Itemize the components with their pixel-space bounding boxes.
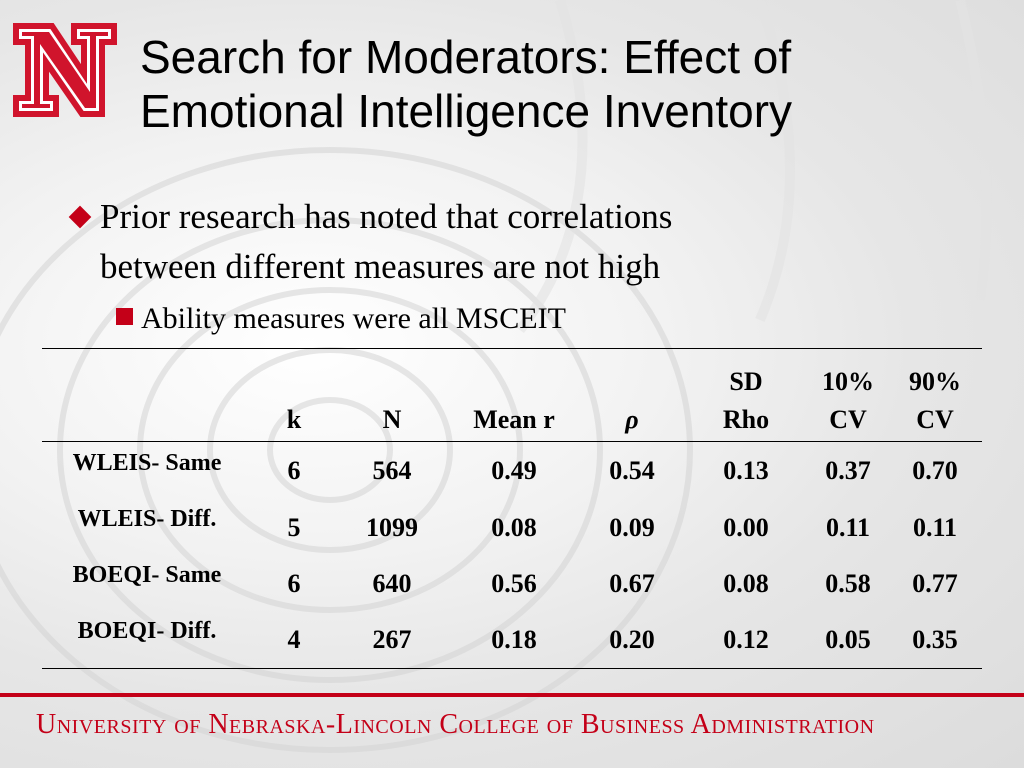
cell-n: 640 xyxy=(372,569,412,598)
bullet-2-text: Ability measures were all MSCEIT xyxy=(141,302,566,335)
cell-cv90: 0.11 xyxy=(912,513,958,542)
cell-rho: 0.54 xyxy=(609,456,655,485)
cell-k: 6 xyxy=(287,569,301,598)
cell-sd-rho: 0.13 xyxy=(723,456,769,485)
table-row xyxy=(42,612,982,669)
cell-cv10: 0.11 xyxy=(825,513,871,542)
cell-k: 5 xyxy=(287,513,301,542)
header-n: N xyxy=(382,405,402,434)
cell-n: 267 xyxy=(372,625,412,654)
cell-cv10: 0.58 xyxy=(825,569,871,598)
cell-sd-rho: 0.12 xyxy=(723,625,769,654)
diamond-bullet-icon xyxy=(69,206,92,229)
cell-rho: 0.67 xyxy=(609,569,655,598)
cell-rho: 0.20 xyxy=(609,625,655,654)
bullet-1-line-2: between different measures are not high xyxy=(100,247,661,286)
slide-title xyxy=(140,30,1000,138)
header-sd-rho: SD Rho xyxy=(722,367,770,434)
cell-cv90: 0.77 xyxy=(912,569,958,598)
row-label: BOEQI- Same xyxy=(72,562,222,588)
cell-mean-r: 0.08 xyxy=(491,513,537,542)
header-k: k xyxy=(286,405,302,434)
header-10-cv: 10% CV xyxy=(822,367,874,434)
square-bullet-icon xyxy=(116,308,133,325)
cell-n: 564 xyxy=(372,456,412,485)
table-header-row xyxy=(42,349,982,442)
table-row xyxy=(42,500,982,556)
bullet-1-line-1: Prior research has noted that correlations xyxy=(100,197,673,236)
row-label: BOEQI- Diff. xyxy=(77,618,217,644)
bullet-level-1 xyxy=(64,192,844,292)
nebraska-n-logo xyxy=(12,22,118,118)
row-label: WLEIS- Same xyxy=(72,450,222,476)
cell-cv10: 0.05 xyxy=(825,625,871,654)
table-row xyxy=(42,556,982,612)
cell-mean-r: 0.56 xyxy=(491,569,537,598)
header-rho xyxy=(580,349,684,442)
row-label: WLEIS- Diff. xyxy=(77,506,217,532)
cell-sd-rho: 0.00 xyxy=(723,513,769,542)
title-line-2: Emotional Intelligence Inventory xyxy=(140,85,793,137)
header-rho-symbol: ρ xyxy=(625,405,639,434)
cell-cv90: 0.70 xyxy=(912,456,958,485)
bullet-level-2 xyxy=(116,300,566,338)
cell-cv10: 0.37 xyxy=(825,456,871,485)
results-table xyxy=(42,348,982,669)
footer-divider xyxy=(0,693,1024,697)
cell-mean-r: 0.49 xyxy=(491,456,537,485)
table-row xyxy=(42,442,982,501)
header-90-cv: 90% CV xyxy=(909,367,961,434)
cell-k: 4 xyxy=(287,625,301,654)
cell-sd-rho: 0.08 xyxy=(723,569,769,598)
cell-mean-r: 0.18 xyxy=(491,625,537,654)
header-empty xyxy=(42,349,252,442)
cell-rho: 0.09 xyxy=(609,513,655,542)
cell-n: 1099 xyxy=(366,513,418,542)
cell-k: 6 xyxy=(287,456,301,485)
header-mean-r: Mean r xyxy=(473,405,555,434)
cell-cv90: 0.35 xyxy=(912,625,958,654)
title-line-1: Search for Moderators: Effect of xyxy=(140,31,792,83)
footer-text: University of Nebraska-Lincoln College of Business Administration xyxy=(36,709,875,740)
